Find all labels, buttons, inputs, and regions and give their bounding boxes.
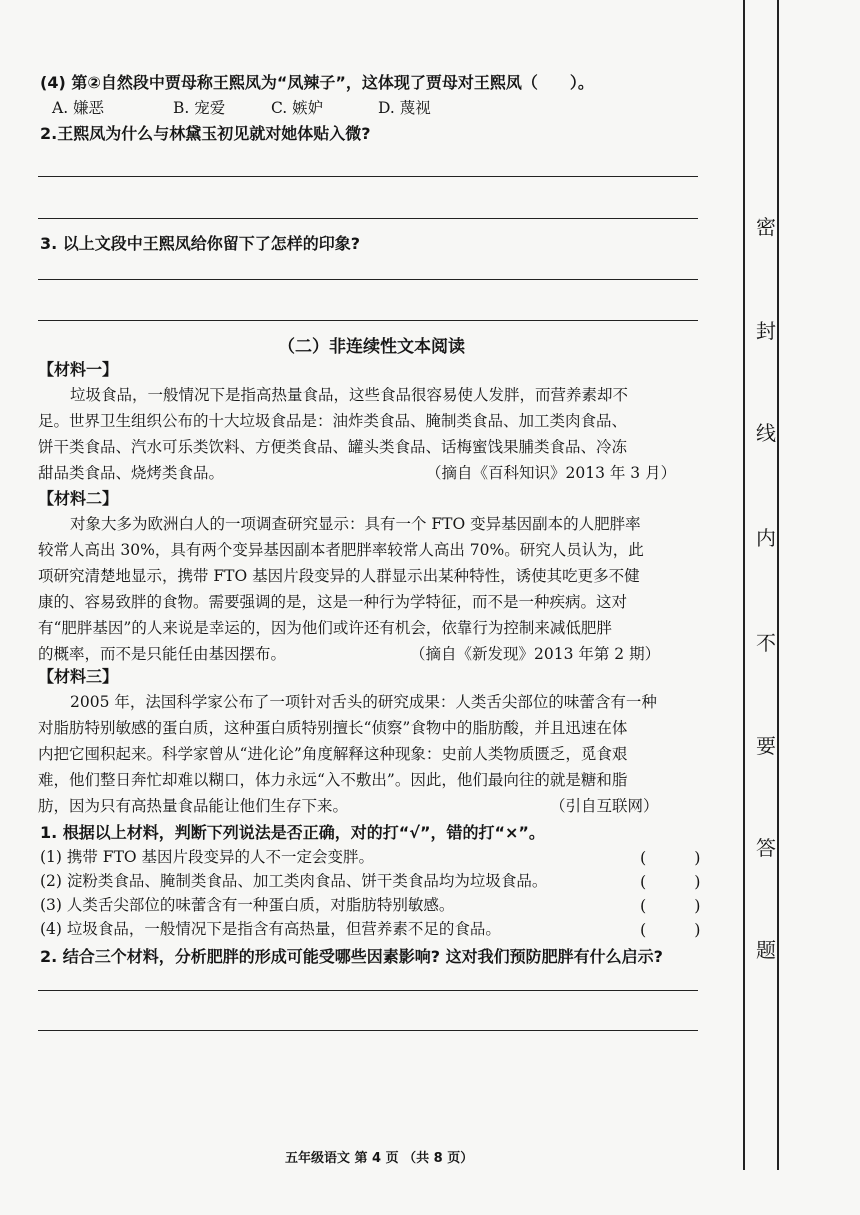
judge-item-4: (4) 垃圾食品，一般情况下是指含有高热量，但营养素不足的食品。 [40, 920, 501, 938]
question-2: 2.王熙凤为什么与林黛玉初见就对她体贴入微? [40, 124, 371, 143]
material-3-source: （引自互联网） [550, 797, 659, 815]
judge-item-2: (2) 淀粉类食品、腌制类食品、加工类肉食品、饼干类食品均为垃圾食品。 [40, 872, 548, 890]
material-1-source: （摘自《百科知识》2013 年 3 月） [426, 464, 677, 482]
section-title: （二）非连续性文本阅读 [278, 337, 465, 357]
answer-bracket[interactable]: ( ) [640, 848, 701, 867]
material-2-source: （摘自《新发现》2013 年第 2 期） [410, 645, 661, 663]
answer-bracket[interactable]: ( ) [640, 872, 701, 891]
answer-bracket[interactable]: ( ) [640, 920, 701, 939]
seal-char: 线 [756, 421, 776, 445]
material-3-line: 对脂肪特别敏感的蛋白质，这种蛋白质特别擅长“侦察”食物中的脂肪酸，并且迅速在体 [38, 719, 628, 737]
material-2-line: 对象大多为欧洲白人的一项调查研究显示：具有一个 FTO 变异基因副本的人肥胖率 [70, 515, 641, 533]
question-4: (4) 第②自然段中贾母称王熙凤为“凤辣子”，这体现了贾母对王熙凤（ ）。 [40, 73, 594, 92]
answer-line[interactable] [38, 990, 698, 991]
seal-char: 答 [756, 836, 776, 860]
option-d: D. 蔑视 [378, 99, 431, 117]
seal-char: 密 [756, 215, 776, 239]
seal-line-left [743, 0, 745, 1170]
seal-char: 要 [756, 734, 776, 758]
answer-line[interactable] [38, 176, 698, 177]
seal-char: 题 [756, 938, 776, 962]
seal-char: 内 [756, 526, 776, 550]
page-footer: 五年级语文 第 4 页 （共 8 页） [285, 1151, 474, 1166]
material-2-line: 较常人高出 30%，具有两个变异基因副本者肥胖率较常人高出 70%。研究人员认为，此 [38, 541, 644, 559]
option-b: B. 宠爱 [173, 99, 226, 117]
material-1-line: 垃圾食品，一般情况下是指高热量食品，这些食品很容易使人发胖，而营养素却不 [70, 386, 629, 404]
seal-char: 不 [756, 631, 776, 655]
material-3-line: 2005 年，法国科学家公布了一项针对舌头的研究成果：人类舌尖部位的味蕾含有一种 [70, 693, 657, 711]
material-2-line: 康的、容易致胖的食物。需要强调的是，这是一种行为学特征，而不是一种疾病。这对 [38, 593, 628, 611]
answer-line[interactable] [38, 320, 698, 321]
option-c: C. 嫉妒 [271, 99, 324, 117]
material-1-title: 【材料一】 [38, 360, 119, 379]
material-2-line: 项研究清楚地显示，携带 FTO 基因片段变异的人群显示出某种特性，诱使其吃更多不健 [38, 567, 640, 585]
judge-item-3: (3) 人类舌尖部位的味蕾含有一种蛋白质，对脂肪特别敏感。 [40, 896, 455, 914]
answer-line[interactable] [38, 218, 698, 219]
answer-line[interactable] [38, 279, 698, 280]
material-3-line: 难，他们整日奔忙却难以糊口，体力永远“入不敷出”。因此，他们最向往的就是糖和脂 [38, 771, 628, 789]
material-1-line: 足。世界卫生组织公布的十大垃圾食品是：油炸类食品、腌制类食品、加工类肉食品、 [38, 412, 628, 430]
material-3-line: 肪，因为只有高热量食品能让他们生存下来。 [38, 797, 349, 815]
material-2-line: 的概率，而不是只能任由基因摆布。 [38, 645, 287, 663]
question-3: 3. 以上文段中王熙凤给你留下了怎样的印象? [40, 234, 361, 253]
answer-line[interactable] [38, 1030, 698, 1031]
judge-item-1: (1) 携带 FTO 基因片段变异的人不一定会变胖。 [40, 848, 375, 866]
material-2-title: 【材料二】 [38, 489, 119, 508]
material-2-line: 有“肥胖基因”的人来说是幸运的，因为他们或许还有机会，依靠行为控制来减低肥胖 [38, 619, 612, 637]
material-3-line: 内把它囤积起来。科学家曾从“进化论”角度解释这种现象：史前人类物质匮乏，觅食艰 [38, 745, 628, 763]
material-1-line: 饼干类食品、汽水可乐类饮料、方便类食品、罐头类食品、话梅蜜饯果脯类食品、冷冻 [38, 438, 628, 456]
material-1-line: 甜品类食品、烧烤类食品。 [38, 464, 225, 482]
seal-line-right [777, 0, 779, 1170]
option-a: A. 嫌恶 [52, 99, 105, 117]
answer-bracket[interactable]: ( ) [640, 896, 701, 915]
analysis-question: 2. 结合三个材料，分析肥胖的形成可能受哪些因素影响? 这对我们预防肥胖有什么启示? [40, 947, 663, 966]
seal-char: 封 [756, 319, 776, 343]
judge-question: 1. 根据以上材料，判断下列说法是否正确，对的打“√”，错的打“×”。 [40, 823, 545, 842]
material-3-title: 【材料三】 [38, 667, 119, 686]
